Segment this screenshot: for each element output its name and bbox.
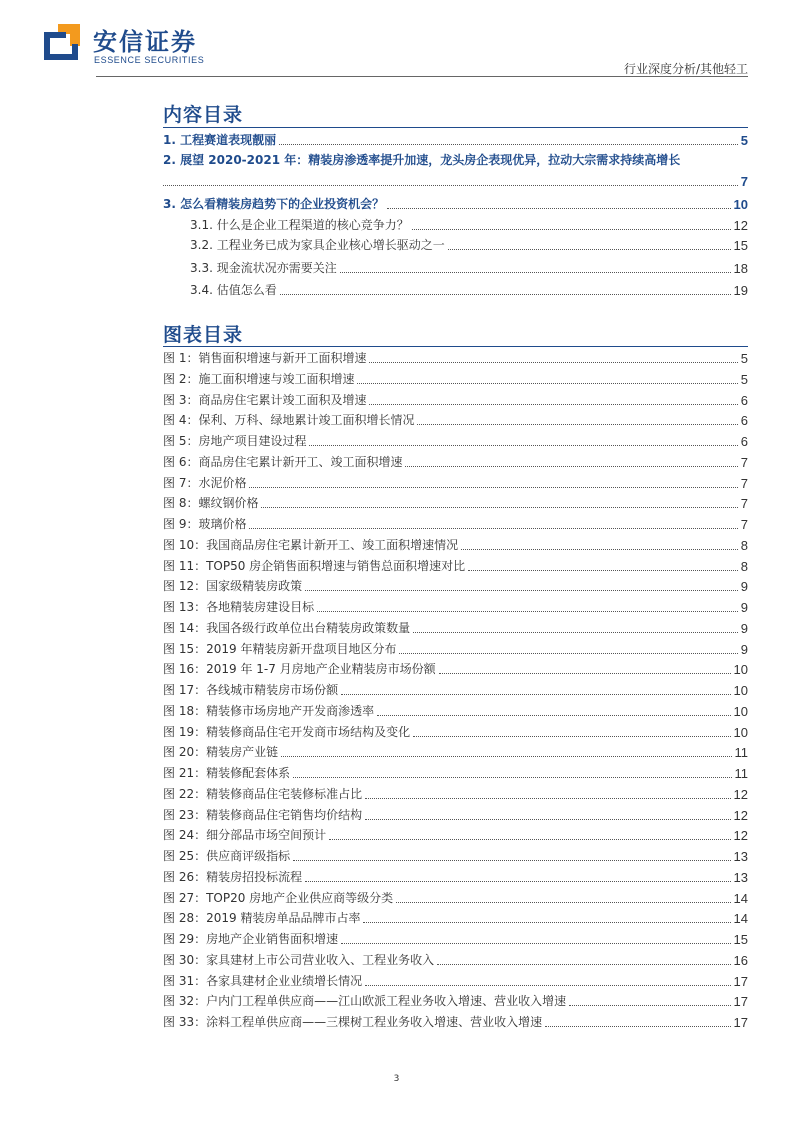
dot-leader [369, 404, 737, 405]
dot-leader [281, 756, 731, 757]
figure-entry-label: 图 8：螺纹钢价格 [163, 496, 259, 511]
figure-entry-label: 图 13：各地精装房建设目标 [163, 600, 315, 614]
figure-entry-page: 9 [740, 600, 748, 615]
figure-entry[interactable] [163, 991, 748, 1009]
figure-entry-page: 5 [740, 371, 748, 387]
figure-entry-label: 图 4：保利、万科、绿地累计竣工面积增长情况 [163, 413, 415, 428]
figure-entry[interactable] [163, 639, 748, 657]
dot-leader [405, 466, 737, 467]
figure-entry-page: 7 [740, 496, 748, 512]
dot-leader [413, 736, 730, 737]
figure-entry-label: 图 26：精装房招投标流程 [163, 869, 303, 884]
figure-entry[interactable] [163, 867, 748, 885]
dot-leader [293, 777, 731, 778]
figure-entry[interactable] [163, 452, 748, 470]
toc-title: 内容目录 [163, 104, 244, 126]
figure-entry[interactable] [163, 514, 748, 532]
dot-leader [437, 964, 730, 965]
figure-entry[interactable] [163, 431, 748, 449]
figure-entry[interactable] [163, 805, 748, 823]
figure-entry-page: 11 [734, 745, 748, 761]
figure-entry-page: 11 [734, 766, 748, 781]
dot-leader [365, 985, 730, 986]
company-name-en: ESSENCE SECURITIES [94, 55, 205, 65]
dot-leader [305, 881, 730, 882]
dot-leader [448, 249, 731, 250]
dot-leader [340, 272, 731, 273]
dot-leader [341, 943, 730, 944]
dot-leader [417, 424, 737, 425]
dot-leader [249, 528, 737, 529]
figure-entry-label: 图 25：供应商评级指标 [163, 849, 291, 863]
figure-entry[interactable] [163, 410, 748, 428]
figure-entry-page: 12 [733, 828, 748, 844]
figure-entry-page: 16 [733, 952, 748, 968]
figure-entry-page: 7 [740, 454, 748, 470]
dot-leader [305, 590, 738, 591]
figure-entry[interactable] [163, 1012, 748, 1030]
figure-entry-page: 5 [740, 351, 748, 366]
figure-entry-label: 图 20：精装房产业链 [163, 745, 279, 760]
dot-leader [249, 487, 737, 488]
figure-entry[interactable] [163, 846, 748, 864]
figure-entry-page: 8 [740, 558, 748, 574]
dot-leader [468, 570, 738, 571]
toc-entry-page: 10 [733, 197, 748, 212]
figure-entry-page: 12 [733, 807, 748, 823]
figure-entry[interactable] [163, 950, 748, 968]
figure-entry-page: 12 [733, 786, 748, 802]
figure-entry[interactable] [163, 597, 748, 615]
header-divider [96, 76, 748, 77]
figure-entry-page: 10 [733, 662, 748, 678]
figure-entry-label: 图 23：精装修商品住宅销售均价结构 [163, 807, 363, 822]
toc-entry-3[interactable] [163, 194, 748, 212]
dot-leader [387, 208, 730, 209]
figure-entry[interactable] [163, 763, 748, 781]
figure-entry[interactable] [163, 493, 748, 511]
figure-entry-label: 图 9：玻璃价格 [163, 517, 247, 531]
figure-entry-page: 14 [733, 890, 748, 906]
figure-entry-page: 9 [740, 620, 748, 636]
dot-leader [293, 860, 730, 861]
figure-entry-page: 9 [740, 579, 748, 595]
toc-entry-label: 3.1. 什么是企业工程渠道的核心竞争力？ [190, 218, 409, 232]
figure-entry-label: 图 16：2019 年 1-7 月房地产企业精装房市场份额 [163, 662, 436, 677]
figure-entry[interactable] [163, 888, 748, 906]
figure-entry-page: 17 [733, 1015, 748, 1030]
figure-entry[interactable] [163, 348, 748, 366]
figure-entry-page: 10 [733, 683, 748, 698]
dot-leader [280, 294, 731, 295]
figure-title-divider [163, 346, 748, 347]
figure-entry-label: 图 24：细分部品市场空间预计 [163, 828, 327, 843]
figure-entry-label: 图 14：我国各级行政单位出台精装房政策数量 [163, 620, 411, 635]
figure-entry[interactable] [163, 680, 748, 698]
toc-entry-3-3[interactable] [190, 258, 748, 276]
toc-entry-3-4[interactable] [190, 280, 748, 298]
figure-entry[interactable] [163, 556, 748, 574]
figure-entry[interactable] [163, 825, 748, 843]
figure-entry[interactable] [163, 784, 748, 802]
company-logo-icon [44, 24, 80, 60]
figure-entry-label: 图 6：商品房住宅累计新开工、竣工面积增速 [163, 454, 403, 469]
figure-entry-page: 9 [740, 641, 748, 657]
dot-leader [365, 819, 730, 820]
page-number: 3 [393, 1074, 400, 1084]
dot-leader [163, 185, 738, 186]
dot-leader [413, 632, 738, 633]
figure-entry-label: 图 12：国家级精装房政策 [163, 579, 303, 594]
dot-leader [461, 549, 738, 550]
toc-entry-2-leader[interactable] [163, 171, 748, 189]
figure-entry-label: 图 2：施工面积增速与竣工面积增速 [163, 371, 355, 386]
figure-entry-label: 图 1：销售面积增速与新开工面积增速 [163, 351, 367, 365]
figure-entry-label: 图 10：我国商品房住宅累计新开工、竣工面积增速情况 [163, 537, 459, 552]
dot-leader [396, 902, 730, 903]
figure-entry-page: 13 [733, 869, 748, 885]
figure-entry-label: 图 3：商品房住宅累计竣工面积及增速 [163, 392, 367, 407]
dot-leader [363, 922, 730, 923]
figure-entry[interactable] [163, 971, 748, 989]
toc-entry-1[interactable] [163, 130, 748, 148]
figure-entry-page: 10 [733, 703, 748, 719]
figure-entry-page: 6 [740, 392, 748, 408]
toc-entry-page: 18 [733, 261, 748, 276]
dot-leader [279, 144, 738, 145]
toc-entry-label: 2. 展望 2020-2021 年：精装房渗透率提升加速，龙头房企表现优异，拉动大宗需求持续高增长 [163, 153, 681, 167]
toc-entry-page: 5 [740, 133, 748, 148]
toc-entry-page: 12 [733, 218, 748, 233]
figure-entry-page: 6 [740, 413, 748, 429]
dot-leader [317, 611, 738, 612]
figure-entry-page: 6 [740, 434, 748, 449]
figure-entry-label: 图 7：水泥价格 [163, 475, 247, 490]
toc-entry-3-2[interactable] [190, 235, 748, 253]
dot-leader [399, 653, 737, 654]
toc-entry-2[interactable] [163, 151, 748, 168]
toc-entry-label: 3. 怎么看精装房趋势下的企业投资机会？ [163, 197, 385, 211]
dot-leader [329, 839, 730, 840]
figure-list-title: 图表目录 [163, 324, 244, 346]
dot-leader [369, 362, 737, 363]
toc-entry-3-1[interactable] [190, 215, 748, 233]
dot-leader [261, 507, 737, 508]
figure-entry[interactable] [163, 929, 748, 947]
figure-entry[interactable] [163, 908, 748, 926]
figure-entry-page: 17 [733, 994, 748, 1010]
figure-entry-page: 14 [733, 911, 748, 927]
page-header [0, 0, 793, 80]
toc-entry-label: 3.4. 估值怎么看 [190, 283, 277, 297]
figure-entry-page: 15 [733, 932, 748, 947]
figure-entry[interactable] [163, 659, 748, 677]
dot-leader [357, 383, 737, 384]
figure-entry-page: 8 [740, 537, 748, 553]
report-category: 行业深度分析/其他轻工 [623, 62, 748, 76]
figure-entry-label: 图 11：TOP50 房企销售面积增速与销售总面积增速对比 [163, 558, 466, 573]
figure-entry[interactable] [163, 369, 748, 387]
figure-entry-label: 图 5：房地产项目建设过程 [163, 434, 307, 448]
toc-entry-page: 7 [740, 174, 748, 189]
figure-entry-label: 图 32：户内门工程单供应商——江山欧派工程业务收入增速、营业收入增速 [163, 994, 567, 1009]
figure-entry-label: 图 33：涂料工程单供应商——三棵树工程业务收入增速、营业收入增速 [163, 1015, 543, 1029]
figure-entry[interactable] [163, 722, 748, 740]
figure-entry-page: 13 [733, 849, 748, 864]
dot-leader [439, 673, 731, 674]
figure-entry-label: 图 31：各家具建材企业业绩增长情况 [163, 973, 363, 988]
toc-entry-label: 3.3. 现金流状况亦需要关注 [190, 261, 337, 275]
figure-entry-label: 图 15：2019 年精装房新开盘项目地区分布 [163, 641, 397, 656]
toc-entry-page: 15 [733, 238, 748, 253]
figure-entry[interactable] [163, 576, 748, 594]
figure-entry-label: 图 21：精装修配套体系 [163, 766, 291, 780]
figure-entry-label: 图 22：精装修商品住宅装修标准占比 [163, 786, 363, 801]
figure-entry[interactable] [163, 390, 748, 408]
dot-leader [377, 715, 730, 716]
dot-leader [309, 445, 737, 446]
figure-entry-page: 10 [733, 724, 748, 740]
dot-leader [341, 694, 730, 695]
toc-entry-page: 19 [733, 283, 748, 298]
company-name-cn: 安信证券 [93, 28, 197, 56]
dot-leader [365, 798, 730, 799]
dot-leader [412, 229, 731, 230]
figure-entry[interactable] [163, 618, 748, 636]
figure-entry-label: 图 27：TOP20 房地产企业供应商等级分类 [163, 890, 394, 905]
toc-entry-label: 3.2. 工程业务已成为家具企业核心增长驱动之一 [190, 238, 445, 252]
figure-entry-label: 图 17：各线城市精装房市场份额 [163, 683, 339, 697]
figure-entry-label: 图 29：房地产企业销售面积增速 [163, 932, 339, 946]
figure-entry[interactable] [163, 742, 748, 760]
dot-leader [545, 1026, 730, 1027]
figure-entry[interactable] [163, 535, 748, 553]
figure-entry[interactable] [163, 701, 748, 719]
dot-leader [569, 1005, 730, 1006]
figure-entry[interactable] [163, 473, 748, 491]
figure-entry-label: 图 18：精装修市场房地产开发商渗透率 [163, 703, 375, 718]
figure-entry-label: 图 28：2019 精装房单品品牌市占率 [163, 911, 361, 926]
figure-entry-page: 17 [733, 973, 748, 989]
figure-entry-label: 图 19：精装修商品住宅开发商市场结构及变化 [163, 724, 411, 739]
toc-title-divider [163, 127, 748, 128]
figure-entry-page: 7 [740, 475, 748, 491]
figure-entry-page: 7 [740, 517, 748, 532]
toc-entry-label: 1. 工程赛道表现靓丽 [163, 133, 277, 147]
figure-entry-label: 图 30：家具建材上市公司营业收入、工程业务收入 [163, 952, 435, 967]
